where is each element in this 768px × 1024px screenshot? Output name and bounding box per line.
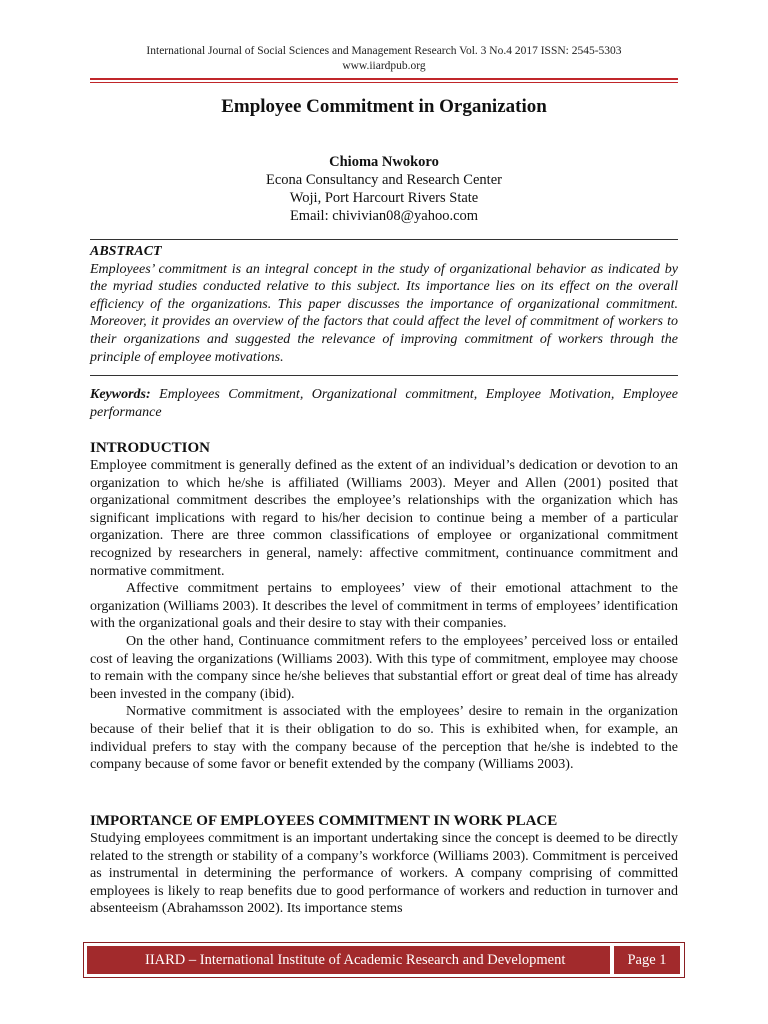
introduction-paragraph-1: Employee commitment is generally defined as the extent of an individual’s dedication or devotion to an organization to which he/she is affiliated (Williams 2003). Meyer and Allen (2001) posited that organizational commitment describes the employee’s relationships with the organization which has significant implications with regard to his/her decision to continue being a member of a particular organization. There are three common classifications of employee or organizational commitment recognized by researchers in general, namely: affective commitment, continuance commitment and normative commitment.: [90, 458, 678, 579]
footer-institute: IIARD – International Institute of Academic Research and Development: [87, 946, 610, 974]
author-name: Chioma Nwokoro: [329, 154, 439, 170]
author-block: [0, 153, 768, 225]
abstract-text: Employees’ commitment is an integral concept in the study of organizational behavior as indicated by the myriad studies conducted relative to this subject. Its importance lies on its effect on the overall efficiency of the organizations. This paper discusses the importance of organizational commitment. Moreover, it provides an overview of the factors that could affect the level of commitment of workers to their organizations and suggested the relevance of improving commitment of workers through the principle of employee motivations.: [90, 261, 678, 365]
introduction-paragraph-3: On the other hand, Continuance commitment refers to the employees’ perceived loss or entailed cost of leaving the organizations (Williams 2003). With this type of commitment, employee may choose to remain with the company since he/she believes that substantial effort or great deal of time has already been invested in the company (ibid).: [90, 633, 678, 702]
header-rule-top: [90, 78, 678, 80]
author-email[interactable]: Email: chivivian08@yahoo.com: [289, 208, 479, 224]
journal-citation: International Journal of Social Sciences and Management Research Vol. 3 No.4 2017 ISSN: 2545-5303: [146, 45, 622, 57]
author-location: Woji, Port Harcourt Rivers State: [289, 190, 479, 206]
keywords-label: Keywords:: [90, 387, 151, 402]
author-affiliation: Econa Consultancy and Research Center: [266, 172, 502, 188]
importance-section: [90, 812, 678, 918]
importance-paragraph: Studying employees commitment is an important undertaking since the concept is deemed to be directly related to the strength or stability of a company’s workforce (Williams 2003). Commitment is perceived as instrumental in determining the performance of workers. A company comprising of committed employees is likely to reap benefits due to good performance of workers and reduction in turnover and absenteeism (Abrahamsson 2002). Its importance stems: [90, 831, 678, 917]
keywords-text: Employees Commitment, Organizational commitment, Employee Motivation, Employee performance: [90, 387, 678, 420]
abstract-heading: ABSTRACT: [90, 244, 162, 259]
page-footer: [83, 942, 685, 978]
abstract-section: [90, 243, 678, 366]
introduction-paragraph-4: Normative commitment is associated with the employees’ desire to remain in the organization because of their belief that it is their obligation to do so. This is exhibited when, for example, an individual prefers to stay with the company because of the perception that he/she is indebted to the company because of some favor or benefit extended by the company (Williams 2003).: [90, 704, 678, 773]
abstract-bottom-rule: [90, 375, 678, 376]
footer-page-number: Page 1: [614, 946, 680, 974]
abstract-top-rule: [90, 239, 678, 240]
journal-website-link[interactable]: www.iiardpub.org: [342, 60, 426, 72]
importance-heading: IMPORTANCE OF EMPLOYEES COMMITMENT IN WORK PLACE: [90, 813, 558, 829]
introduction-paragraph-2: Affective commitment pertains to employees’ view of their emotional attachment to the organization (Williams 2003). It describes the level of commitment in terms of employees’ identification with the organizational goals and their desire to stay with their companies.: [90, 581, 678, 632]
header-rule-bottom: [90, 82, 678, 83]
introduction-heading: INTRODUCTION: [90, 440, 211, 456]
introduction-section: [90, 439, 678, 774]
keywords-section: [90, 386, 678, 421]
journal-header: [0, 44, 768, 74]
paper-title: Employee Commitment in Organization: [221, 96, 547, 117]
